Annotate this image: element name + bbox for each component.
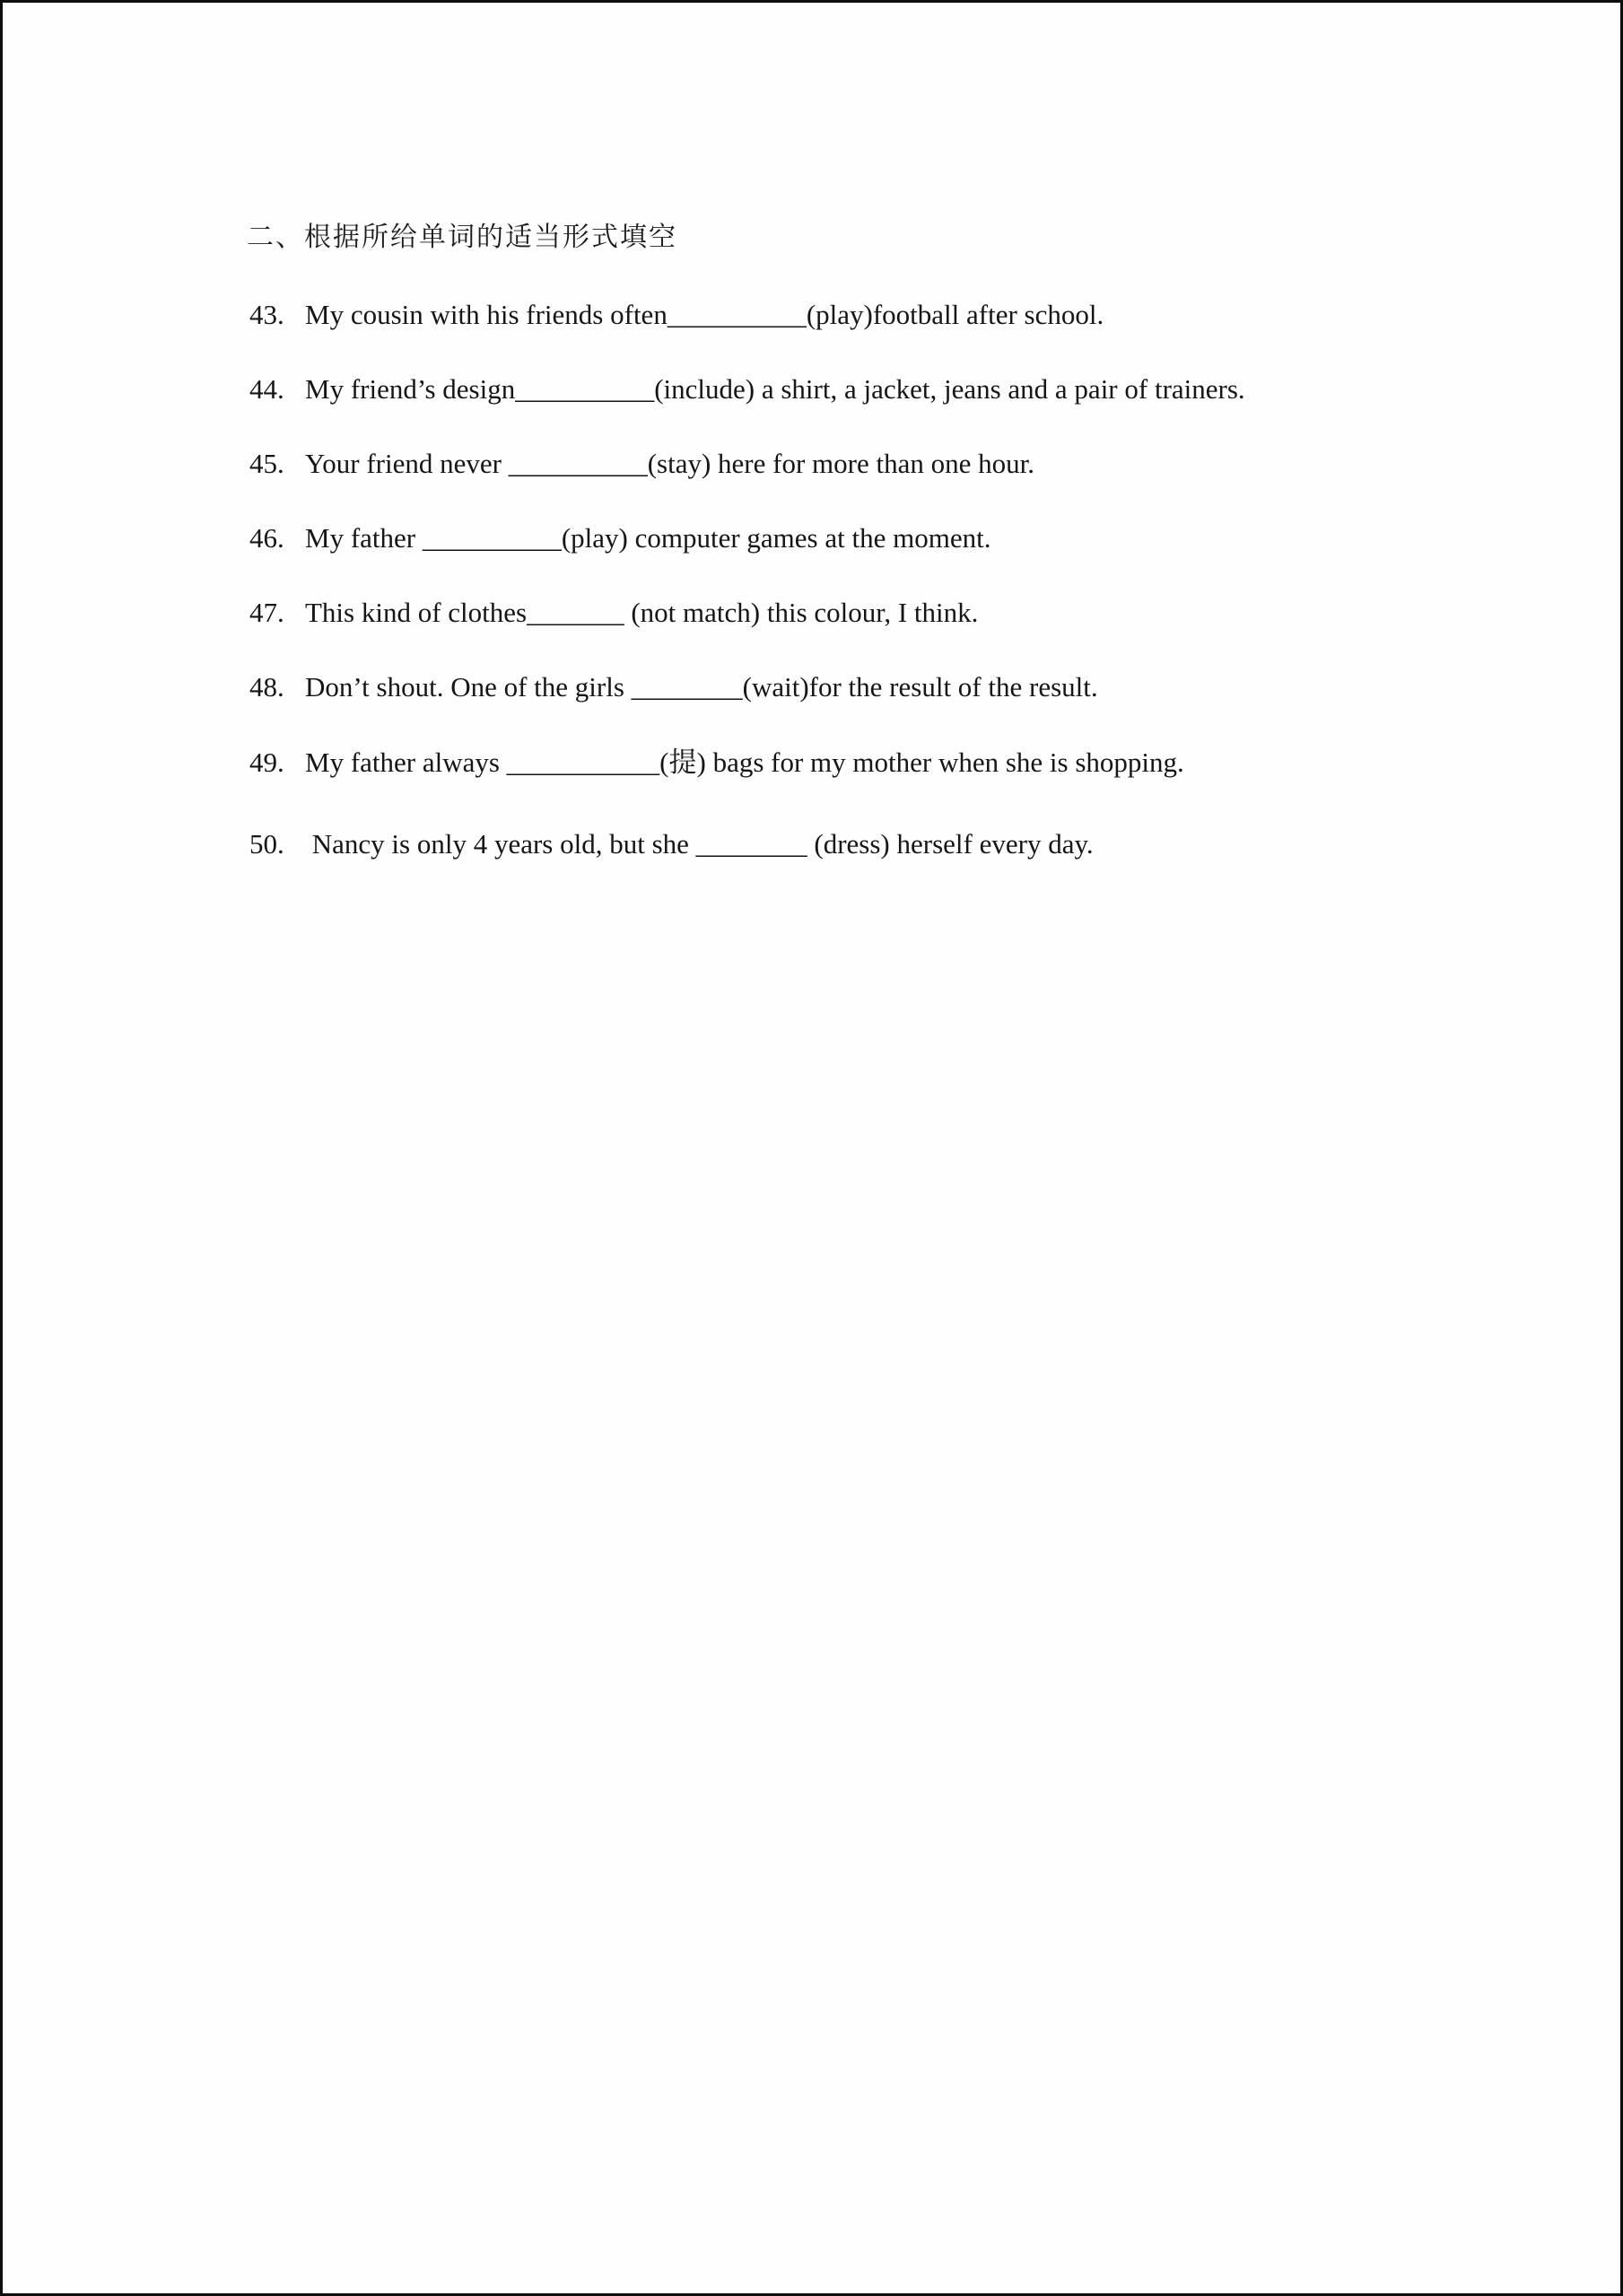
item-number: 44. [249, 373, 284, 405]
question-item-47 [249, 597, 978, 629]
item-number: 49. [249, 746, 284, 778]
item-number: 45. [249, 448, 284, 479]
item-text: My father __________(play) computer games at the moment. [305, 522, 991, 554]
item-text: Nancy is only 4 years old, but she ________ (dress) herself every day. [305, 828, 1094, 860]
item-text: My father always ___________(提) bags for my mother when she is shopping. [305, 746, 1184, 778]
worksheet-page [3, 3, 1620, 2293]
question-item-46 [249, 522, 990, 554]
item-number: 47. [249, 597, 284, 628]
item-number: 43. [249, 299, 284, 330]
question-item-48 [249, 671, 1098, 703]
item-text: Your friend never __________(stay) here for more than one hour. [305, 448, 1034, 479]
item-text: My cousin with his friends often__________(play)football after school. [305, 299, 1104, 330]
question-item-50 [249, 828, 1094, 860]
question-item-45 [249, 448, 1034, 480]
item-number: 46. [249, 522, 284, 554]
question-item-49 [249, 746, 1184, 779]
item-text: This kind of clothes_______ (not match) this colour, I think. [305, 597, 979, 628]
section-header: 二、根据所给单词的适当形式填空 [247, 223, 677, 252]
item-number: 48. [249, 671, 284, 703]
item-number: 50. [249, 828, 284, 860]
question-item-44 [249, 373, 1245, 406]
item-text: Don’t shout. One of the girls ________(wait)for the result of the result. [305, 671, 1098, 703]
item-text: My friend’s design__________(include) a shirt, a jacket, jeans and a pair of trainers. [305, 373, 1245, 405]
question-item-43 [249, 299, 1104, 331]
